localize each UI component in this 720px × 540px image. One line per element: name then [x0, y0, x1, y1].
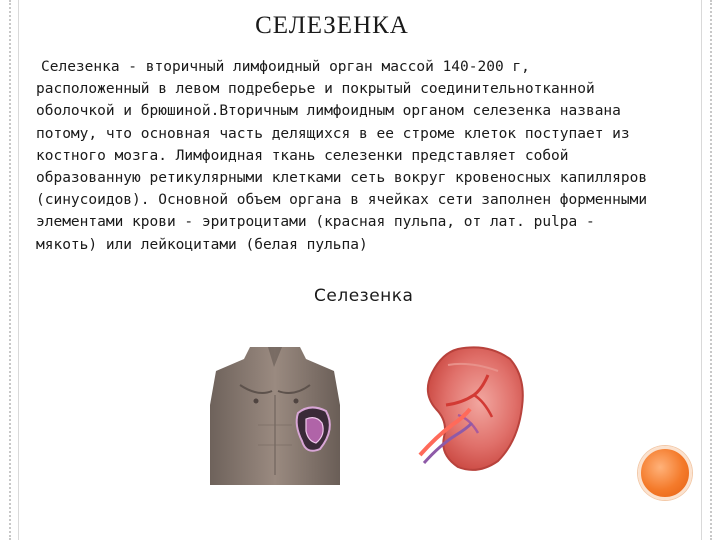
- right-dotted-border: [710, 0, 712, 540]
- slide-title-text: СЕЛЕЗЕНКА: [255, 12, 409, 39]
- right-frame-line: [701, 0, 702, 540]
- left-frame-line: [18, 0, 19, 540]
- figure-caption: Селезенка: [314, 286, 414, 306]
- slide-paragraph: Селезенка - вторичный лимфоидный орган массой 140-200 г, расположенный в левом подреберье и покрытый соединительнотканной оболочкой и брюшиной.Вторичным лимфоидным органом селезенка названа потому, что основная часть делящихся в ее строме клеток поступает из костного мозга. Лимфоидная ткань селезенки представляет собой образованную ретикулярными клетками сеть вокруг кровеносных капилляров (синусоидов). Основной объем органа в ячейках сети заполнен форменными элементами крови - эритроцитами (красная пульпа, от лат. pulpa - мякоть) или лейкоцитами (белая пульпа): [36, 59, 648, 253]
- torso-illustration: [210, 345, 340, 485]
- text-overlap-fade: [36, 256, 656, 270]
- decorative-orange-circle: [638, 446, 692, 500]
- slide-title: [0, 12, 720, 40]
- spleen-illustration: [418, 345, 528, 475]
- left-dotted-border: [9, 0, 11, 540]
